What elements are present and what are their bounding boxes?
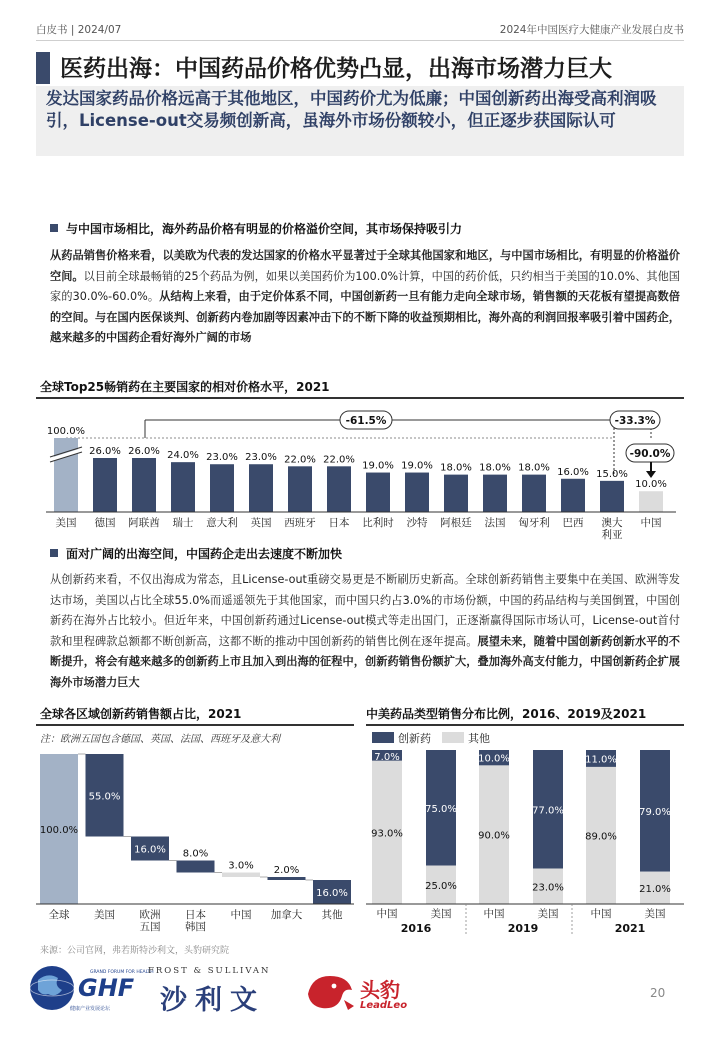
section1-bold-2: 从结构上来看，由于定价体系不同，中国创新药一旦有能力走向全球市场，销售额的天花板有望提高数倍的空间。与在国内医保谈判、创新药内卷加剧等因素冲击下的不断下降的收益预期相比，海外高的利润回报率吸引着中国药企，越来越多的中国药企看好海外广阔的市场 [50, 290, 680, 344]
price-category-label: 阿根廷 [440, 517, 472, 529]
drug-type-share-chart [366, 728, 684, 940]
frost-sullivan-wordmark: FROST & SULLIVAN [148, 966, 271, 976]
price-bar [366, 473, 390, 512]
price-category-label: 阿联酋 [128, 517, 160, 529]
ghf-logo [28, 962, 154, 1018]
country-label: 美国 [430, 908, 452, 920]
price-bar-value-label: 16.0% [557, 466, 589, 478]
price-category-label: 意大利 [206, 517, 238, 529]
price-bar-value-label: 26.0% [89, 446, 121, 457]
price-level-chart [36, 400, 684, 540]
section2-bold: 展望未来，随着中国创新药创新水平的不断提升，将会有越来越多的创新药上市且加入到出海的征程中，创新药销售份额扩大，叠加海外高支付能力，中国创新药企扩展海外市场潜力巨大 [50, 634, 680, 689]
price-bar-value-label: 15.0% [596, 468, 628, 480]
price-category-label: 中国 [640, 517, 662, 529]
region-category-label: 韩国 [185, 921, 206, 933]
price-bar [483, 475, 507, 512]
price-category-label: 日本 [328, 517, 350, 529]
region-category-label: 日本 [185, 909, 206, 921]
region-category-label: 中国 [230, 909, 252, 921]
ghf-caption: 健康产业发展论坛 [70, 1006, 111, 1012]
price-bar [249, 464, 273, 512]
price-bar [288, 466, 312, 512]
other-value-label: 90.0% [478, 830, 510, 842]
page-number: 20 [650, 986, 666, 1000]
price-category-label: 法国 [484, 517, 506, 529]
section1-bold-1: 从药品销售价格来看，以美欧为代表的发达国家的价格水平显著过于全球其他国家和地区，与中国市场相比，有明显的价格溢价空间。 [50, 249, 680, 283]
region-category-label: 加拿大 [270, 909, 303, 921]
price-category-label: 澳大 [601, 517, 623, 529]
region-category-label: 五国 [139, 921, 161, 933]
annot-61-label: -61.5% [345, 415, 387, 427]
price-bar-value-label: 22.0% [323, 454, 355, 466]
section2-normal: 从创新药来看，不仅出海成为常态，且License-out重磅交易更是不断刷历史新高。全球创新药销售主要集中在美国、欧洲等发达市场，美国以占比全球55.0%而遥遥领先于其他国家，而中国只约占3.0%的市场份额，中国的药品结构与美国倒置，中国创新药在海外占比较小。但近年来，中国创新药通过License-out模式等走出国门，正逐渐赢得国际市场认可，License-out首付款和里程碑款总额都不断创新高，这都不断的推动中国创新药的销售比例在逐年提高。 [50, 573, 680, 648]
other-value-label: 25.0% [425, 880, 457, 892]
chart3-title: 中美药品类型销售分布比例，2016、2019及2021 [366, 707, 647, 721]
region-bar [222, 873, 260, 878]
chart3-title-rule [366, 724, 684, 726]
annot-33-label: -33.3% [614, 415, 656, 427]
leadleo-leopard-icon [304, 970, 356, 1014]
region-bar-value-label: 8.0% [182, 848, 209, 860]
country-label: 中国 [483, 908, 505, 920]
price-bar [171, 462, 195, 512]
legend-innovative-label: 创新药 [398, 732, 431, 745]
price-bar-value-label: 18.0% [518, 462, 550, 474]
country-label: 中国 [376, 908, 398, 920]
price-category-label: 瑞士 [172, 517, 194, 529]
doc-type-label: 白皮书 | 2024/07 [36, 24, 122, 36]
leadleo-cn-logo: 头豹 [360, 978, 400, 1002]
price-bar-value-label: 26.0% [128, 446, 160, 457]
innovative-value-label: 11.0% [585, 754, 617, 766]
price-bar-value-label: 10.0% [635, 479, 667, 491]
innovative-value-label: 10.0% [478, 753, 510, 765]
section2-paragraph [50, 570, 680, 693]
price-category-label: 比利时 [362, 517, 394, 529]
price-bar-value-label: 22.0% [284, 454, 316, 466]
price-bar [522, 475, 546, 512]
price-bar-value-label: 19.0% [362, 460, 394, 472]
regional-share-chart [36, 744, 354, 940]
ghf-wordmark: GHF [78, 974, 135, 1002]
section2-heading-text: 面对广阔的出海空间，中国药企走出去速度不断加快 [66, 547, 343, 561]
chart1-title: 全球Top25畅销药在主要国家的相对价格水平，2021 [40, 380, 330, 394]
region-bar-value-label: 16.0% [316, 888, 348, 899]
section1-heading-text: 与中国市场相比，海外药品价格有明显的价格溢价空间，其市场保持吸引力 [66, 222, 463, 236]
price-bar [132, 458, 156, 512]
other-value-label: 23.0% [532, 882, 564, 894]
leadleo-en-logo: LeadLeo [360, 1000, 408, 1011]
frost-sullivan-cn-logo: 沙利文 [160, 985, 265, 1016]
chart2-note: 注：欧洲五国包含德国、英国、法国、西班牙及意大利 [40, 734, 280, 745]
report-title-label: 2024年中国医疗大健康产业发展白皮书 [499, 24, 684, 36]
bullet-square-icon [50, 549, 58, 557]
innovative-value-label: 7.0% [374, 752, 400, 763]
price-bar-value-label: 23.0% [206, 452, 238, 464]
country-label: 美国 [644, 908, 666, 920]
region-bar-value-label: 100.0% [39, 825, 79, 836]
country-label: 美国 [537, 908, 559, 920]
price-bar-value-label: 23.0% [245, 452, 277, 464]
price-category-label: 匈牙利 [518, 517, 550, 529]
legend-other-label: 其他 [468, 732, 490, 745]
section1-normal-1: 以目前全球最畅销的25个药品为例，如果以美国药价为100.0%计算，中国的药价低，只约相当于美国的10.0%、其他国家的30.0%-60.0%。 [50, 269, 680, 303]
price-bar [639, 491, 663, 512]
annot-90-arrowhead-icon [646, 471, 656, 478]
price-category-label: 沙特 [406, 517, 428, 529]
price-bar [561, 479, 585, 512]
price-bar-value-label: 18.0% [479, 462, 511, 474]
price-bar [444, 475, 468, 512]
year-group-label: 2019 [507, 922, 539, 935]
region-category-label: 其他 [321, 909, 343, 921]
price-category-label: 巴西 [562, 517, 584, 529]
price-bar [327, 466, 351, 512]
chart2-title-rule [36, 724, 354, 726]
other-value-label: 89.0% [585, 831, 617, 843]
price-bar-value-label: 19.0% [401, 460, 433, 472]
price-bar [210, 464, 234, 512]
region-bar-value-label: 16.0% [134, 844, 166, 856]
price-category-label: 英国 [250, 517, 272, 529]
legend-other-swatch [442, 732, 464, 743]
header-divider [36, 40, 684, 41]
other-value-label: 21.0% [639, 883, 671, 895]
price-category-label: 西班牙 [284, 517, 316, 529]
summary-box: 发达国家药品价格远高于其他地区，中国药价尤为低廉；中国创新药出海受高利润吸引，License-out交易频创新高，虽海外市场份额较小，但正逐步获国际认可 [36, 86, 684, 156]
innovative-value-label: 75.0% [425, 803, 457, 815]
price-bar [405, 473, 429, 512]
region-bar-value-label: 3.0% [228, 860, 254, 872]
page-title: 医药出海：中国药品价格优势凸显，出海市场潜力巨大 [60, 56, 612, 82]
price-bar-value-label: 18.0% [440, 462, 472, 474]
price-bar-value-label: 100.0% [46, 426, 86, 437]
innovative-value-label: 79.0% [639, 806, 671, 818]
other-value-label: 93.0% [371, 828, 403, 840]
region-bar-value-label: 55.0% [88, 791, 121, 803]
region-category-label: 美国 [94, 909, 115, 921]
title-accent-bar [36, 52, 50, 84]
region-bar-value-label: 2.0% [273, 865, 300, 876]
price-bar-value-label: 24.0% [167, 450, 199, 462]
region-bar [177, 861, 215, 873]
price-category-label: 利亚 [601, 529, 623, 541]
year-group-label: 2021 [614, 922, 646, 935]
chart1-title-rule [36, 397, 684, 399]
region-category-label: 欧洲 [139, 909, 161, 921]
region-category-label: 全球 [48, 909, 70, 921]
chart2-title: 全球各区域创新药销售额占比，2021 [40, 707, 242, 721]
legend-innovative-swatch [372, 732, 394, 743]
price-category-label: 德国 [94, 517, 116, 529]
ghf-small-text: GRAND FORUM FOR HEALTH [90, 970, 154, 975]
section1-paragraph [50, 246, 680, 349]
price-category-label: 美国 [55, 517, 77, 529]
source-note: 来源：公司官网，弗若斯特沙利文，头豹研究院 [40, 946, 230, 956]
price-bar [93, 458, 117, 512]
section1-heading [50, 220, 462, 237]
year-group-label: 2016 [400, 922, 432, 935]
innovative-value-label: 77.0% [532, 805, 564, 817]
region-bar [268, 877, 306, 880]
price-bar [600, 481, 624, 512]
section2-heading [50, 545, 342, 562]
country-label: 中国 [590, 908, 612, 920]
bullet-square-icon [50, 224, 58, 232]
annot-90-label: -90.0% [629, 448, 671, 460]
